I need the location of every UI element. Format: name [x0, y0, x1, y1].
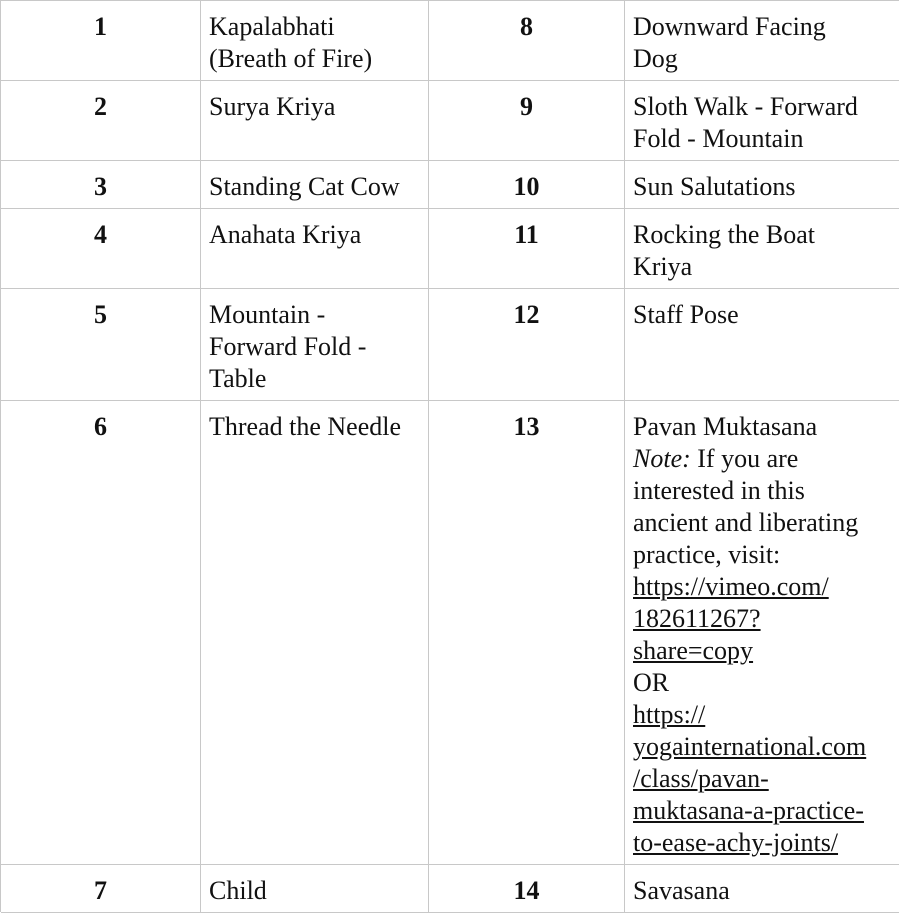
table-row — [1, 1, 899, 81]
table-row — [1, 81, 899, 161]
step-number-text: 2 — [94, 92, 107, 121]
note-label: Note: — [633, 444, 691, 473]
step-number — [1, 81, 201, 161]
step-number — [1, 161, 201, 209]
step-number — [429, 1, 625, 81]
yogainternational-link[interactable] — [633, 699, 899, 859]
note-text: If you are — [690, 444, 799, 473]
step-number-text: 3 — [94, 172, 107, 201]
step-number-text: 7 — [94, 876, 107, 905]
pose-name-line: Kapalabhati — [209, 12, 335, 41]
pose-name — [201, 209, 429, 289]
pose-name-line: Savasana — [633, 876, 730, 905]
pose-name — [201, 865, 429, 913]
pose-name-line: Staff Pose — [633, 300, 739, 329]
step-number-text: 1 — [94, 12, 107, 41]
pose-name-line: (Breath of Fire) — [209, 44, 373, 73]
pose-name — [201, 401, 429, 865]
table-row — [1, 865, 899, 913]
step-number — [1, 209, 201, 289]
pose-name-line: Sun Salutations — [633, 172, 796, 201]
table-row — [1, 209, 899, 289]
pose-name — [625, 1, 899, 81]
pose-name-line: Fold - Mountain — [633, 124, 804, 153]
step-number-text: 8 — [520, 12, 533, 41]
pose-name-line: Pavan Muktasana — [633, 412, 818, 441]
pose-name-line: Thread the Needle — [209, 412, 402, 441]
link-line[interactable]: https:// — [633, 700, 706, 729]
note-line: practice, visit: — [633, 540, 781, 569]
pose-name-line: Surya Kriya — [209, 92, 336, 121]
pose-name-line: Downward Facing — [633, 12, 826, 41]
table-row — [1, 161, 899, 209]
step-number — [429, 865, 625, 913]
pose-name — [625, 161, 899, 209]
pose-name-line: Forward Fold - — [209, 332, 367, 361]
step-number — [1, 1, 201, 81]
note-line: ancient and liberating — [633, 508, 859, 537]
pose-name-line: Rocking the Boat — [633, 220, 815, 249]
table-row — [1, 289, 899, 401]
step-number — [1, 289, 201, 401]
step-number-text: 13 — [513, 412, 540, 441]
vimeo-link[interactable] — [633, 571, 899, 667]
step-number-text: 5 — [94, 300, 107, 329]
link-line[interactable]: yogainternational.com — [633, 732, 867, 761]
pose-name-line: Standing Cat Cow — [209, 172, 400, 201]
pose-name-line: Mountain - — [209, 300, 326, 329]
pose-name — [201, 289, 429, 401]
step-number-text: 9 — [520, 92, 533, 121]
link-line[interactable]: /class/pavan- — [633, 764, 769, 793]
step-number-text: 6 — [94, 412, 107, 441]
step-number-text: 10 — [513, 172, 540, 201]
step-number — [1, 401, 201, 865]
pose-name-line: Child — [209, 876, 267, 905]
pose-name-line: Sloth Walk - Forward — [633, 92, 858, 121]
or-text: OR — [633, 668, 670, 697]
link-line[interactable]: https://vimeo.com/ — [633, 572, 829, 601]
pose-name — [625, 289, 899, 401]
step-number-text: 12 — [513, 300, 540, 329]
pose-name — [625, 401, 899, 865]
link-line[interactable]: to-ease-achy-joints/ — [633, 828, 839, 857]
pose-name — [625, 209, 899, 289]
step-number — [1, 865, 201, 913]
pose-name-line: Anahata Kriya — [209, 220, 362, 249]
pose-name-line: Table — [209, 364, 267, 393]
step-number — [429, 81, 625, 161]
step-number — [429, 289, 625, 401]
pose-name — [201, 81, 429, 161]
step-number — [429, 161, 625, 209]
step-number-text: 4 — [94, 220, 107, 249]
note-line: interested in this — [633, 476, 805, 505]
link-line[interactable]: 182611267? — [633, 604, 761, 633]
link-line[interactable]: share=copy — [633, 636, 754, 665]
link-line[interactable]: muktasana-a-practice- — [633, 796, 864, 825]
pose-name — [201, 161, 429, 209]
note-line — [633, 443, 899, 475]
step-number — [429, 401, 625, 865]
pose-name-line: Dog — [633, 44, 678, 73]
step-number — [429, 209, 625, 289]
pose-name-line: Kriya — [633, 252, 693, 281]
table-row — [1, 401, 899, 865]
step-number-text: 14 — [513, 876, 540, 905]
step-number-text: 11 — [514, 220, 539, 249]
pose-name — [625, 81, 899, 161]
pose-name — [625, 865, 899, 913]
pose-name — [201, 1, 429, 81]
